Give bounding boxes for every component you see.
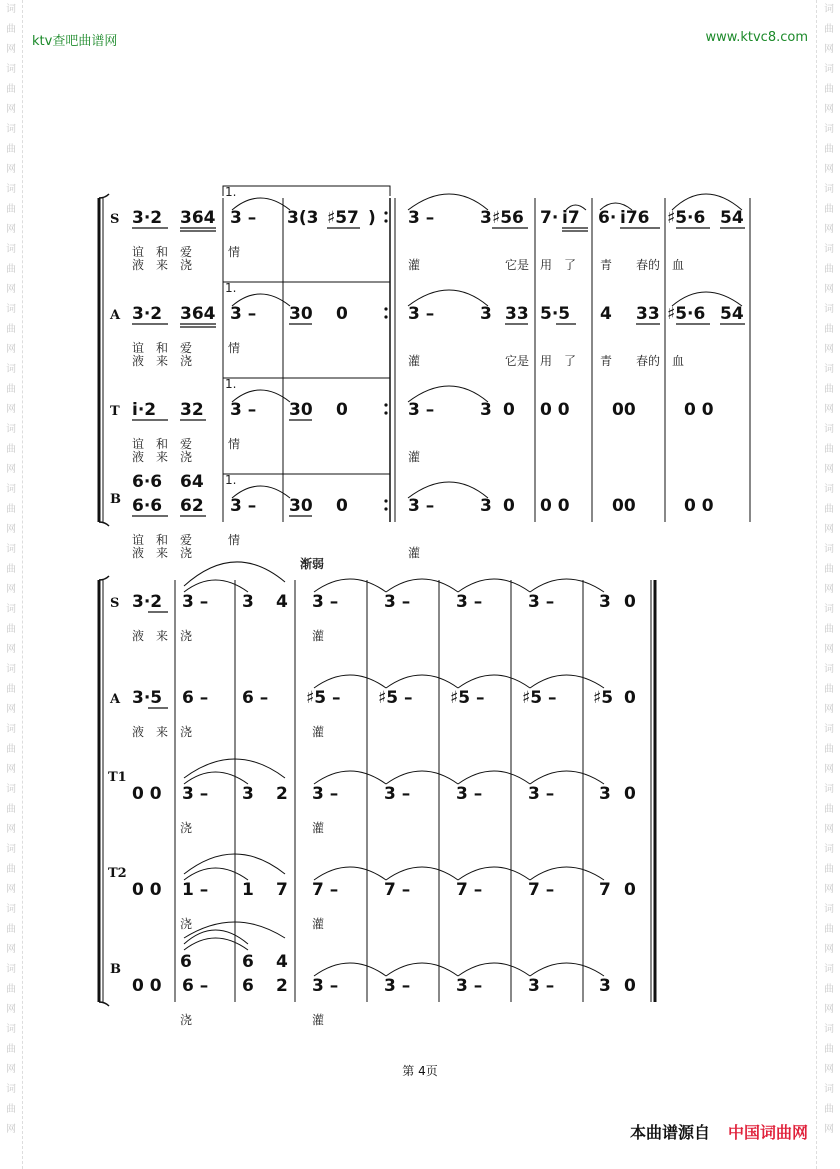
note: 33: [636, 304, 660, 324]
note: 1: [242, 880, 254, 900]
note: 30: [289, 304, 313, 324]
watermark-char: 网: [6, 44, 16, 55]
watermark-char: 网: [6, 944, 16, 955]
watermark-char: 词: [824, 724, 834, 735]
watermark-char: 词: [824, 124, 834, 135]
lyric: 谊: [132, 533, 145, 547]
note: 6: [242, 976, 254, 996]
note: ♯5 –: [450, 688, 485, 708]
note: 3 –: [408, 304, 435, 324]
note: 3: [480, 400, 492, 420]
lyric: 爱: [180, 341, 193, 355]
note: 0: [624, 592, 636, 612]
watermark-char: 曲: [6, 924, 16, 935]
watermark-char: 曲: [824, 1104, 834, 1115]
watermark-char: 曲: [6, 804, 16, 815]
note: 3 –: [456, 784, 483, 804]
lyric: 春的: [636, 354, 661, 368]
watermark-char: 曲: [824, 864, 834, 875]
note: 3: [599, 592, 611, 612]
footer-source: [630, 1120, 808, 1143]
note: 0: [336, 496, 348, 516]
lyric: 灌: [312, 725, 325, 739]
note: 3 –: [384, 592, 411, 612]
lyric: 液: [132, 258, 145, 272]
note: 30: [289, 400, 313, 420]
voice-label-tenor: T: [110, 404, 120, 419]
lyric: 液: [132, 354, 145, 368]
note: 00: [612, 496, 636, 516]
watermark-char: 曲: [824, 264, 834, 275]
watermark-char: 网: [824, 524, 834, 535]
lyric: 用: [540, 354, 553, 368]
note: 30: [289, 496, 313, 516]
lyric: 爱: [180, 533, 193, 547]
lyric: 来: [156, 725, 169, 739]
watermark-char: 网: [6, 704, 16, 715]
watermark-char: 曲: [824, 84, 834, 95]
watermark-char: 词: [6, 664, 16, 675]
watermark-char: 曲: [6, 384, 16, 395]
watermark-char: 网: [824, 764, 834, 775]
note: 64: [180, 472, 204, 492]
lyric: 灌: [312, 629, 325, 643]
note: 7 –: [528, 880, 555, 900]
note: 1 –: [182, 880, 209, 900]
note: 0 0: [540, 400, 570, 420]
watermark-char: 词: [6, 1024, 16, 1035]
watermark-char: 词: [824, 784, 834, 795]
watermark-char: 曲: [6, 84, 16, 95]
lyric: 和: [156, 533, 169, 547]
watermark-char: 曲: [6, 204, 16, 215]
lyric: 来: [156, 546, 169, 560]
watermark-char: 词: [6, 124, 16, 135]
lyric: 情: [228, 341, 241, 355]
lyric: 情: [228, 533, 241, 547]
watermark-char: 词: [6, 184, 16, 195]
lyric: 来: [156, 450, 169, 464]
watermark-char: 曲: [6, 564, 16, 575]
note: 364: [180, 208, 216, 228]
lyric: 谊: [132, 341, 145, 355]
note: 32: [180, 400, 204, 420]
watermark-char: 曲: [6, 324, 16, 335]
watermark-char: 词: [6, 424, 16, 435]
volta-number: 1.: [225, 473, 237, 487]
dynamic-marking: 渐弱: [300, 557, 325, 571]
lyric: 春的: [636, 258, 661, 272]
lyric: 浇: [180, 546, 193, 560]
note: 4: [600, 304, 612, 324]
note: 62: [180, 496, 204, 516]
watermark-char: 曲: [6, 684, 16, 695]
note: ): [368, 208, 376, 228]
note: 0: [624, 688, 636, 708]
voice-label-alto: A: [110, 692, 121, 707]
watermark-char: 词: [824, 844, 834, 855]
lyric: 它是: [505, 354, 530, 368]
header-site-right[interactable]: www.ktvc8.com: [705, 30, 808, 45]
watermark-char: 网: [824, 164, 834, 175]
note: 6·6: [132, 496, 163, 516]
note: 3 –: [528, 976, 555, 996]
watermark-char: 词: [824, 364, 834, 375]
note: 7: [276, 880, 288, 900]
note: ♯5 –: [306, 688, 341, 708]
lyric: 浇: [180, 354, 193, 368]
watermark-char: 网: [824, 404, 834, 415]
watermark-char: 网: [824, 884, 834, 895]
note: i·2: [132, 400, 157, 420]
note: 6: [180, 952, 192, 972]
voice-label-bass: B: [110, 492, 121, 507]
lyric: 和: [156, 341, 169, 355]
watermark-char: 曲: [6, 1104, 16, 1115]
watermark-char: 词: [824, 184, 834, 195]
watermark-char: 曲: [824, 624, 834, 635]
watermark-char: 曲: [824, 24, 834, 35]
note: 3·2: [132, 208, 163, 228]
note: i76: [620, 208, 650, 228]
note: 3 –: [230, 400, 257, 420]
note: 3: [480, 304, 492, 324]
watermark-char: 网: [824, 1124, 834, 1135]
watermark-char: 词: [824, 604, 834, 615]
watermark-char: 词: [6, 964, 16, 975]
lyric: 了: [564, 258, 577, 272]
lyric: 灌: [408, 450, 421, 464]
watermark-char: 网: [824, 1064, 834, 1075]
watermark-char: 词: [824, 244, 834, 255]
watermark-char: 词: [824, 544, 834, 555]
volta-number: 1.: [225, 281, 237, 295]
watermark-char: 网: [824, 1004, 834, 1015]
watermark-char: 词: [6, 64, 16, 75]
watermark-char: 曲: [824, 924, 834, 935]
note: 0 0: [684, 400, 714, 420]
watermark-char: 曲: [6, 1044, 16, 1055]
note: 3 –: [384, 976, 411, 996]
note: 0: [336, 400, 348, 420]
watermark-char: 曲: [6, 744, 16, 755]
watermark-char: 词: [6, 544, 16, 555]
watermark-char: 网: [824, 644, 834, 655]
note: 5·5: [540, 304, 571, 324]
watermark-char: 曲: [824, 744, 834, 755]
note: 3 –: [528, 784, 555, 804]
lyric: 青: [600, 354, 613, 368]
lyric: 液: [132, 629, 145, 643]
lyric: 灌: [312, 1013, 325, 1027]
watermark-char: 词: [6, 244, 16, 255]
watermark-char: 曲: [824, 144, 834, 155]
note: 3 –: [528, 592, 555, 612]
watermark-char: 词: [6, 604, 16, 615]
watermark-char: 网: [824, 944, 834, 955]
note: 33: [505, 304, 529, 324]
lyric: 浇: [180, 725, 193, 739]
lyric: 浇: [180, 917, 193, 931]
watermark-char: 网: [824, 584, 834, 595]
voice-label-tenor2: T2: [108, 866, 127, 881]
note: 3: [599, 784, 611, 804]
note: ♯56: [492, 208, 524, 228]
note: 3: [599, 976, 611, 996]
note: 3 –: [312, 976, 339, 996]
note: 0: [624, 976, 636, 996]
voice-label-soprano: S: [110, 596, 120, 611]
note: 3 –: [456, 592, 483, 612]
page-number: 第 4页: [402, 1064, 438, 1078]
watermark-char: 网: [6, 524, 16, 535]
lyric: 灌: [408, 258, 421, 272]
note: 3·2: [132, 304, 163, 324]
note: 0 0: [132, 784, 162, 804]
note: 0: [624, 784, 636, 804]
lyric: 浇: [180, 821, 193, 835]
note: 3: [242, 784, 254, 804]
watermark-char: 网: [824, 704, 834, 715]
note: 0 0: [684, 496, 714, 516]
watermark-char: 词: [6, 364, 16, 375]
lyric: 灌: [312, 821, 325, 835]
watermark-char: 曲: [824, 1044, 834, 1055]
note: i7: [562, 208, 580, 228]
watermark-char: 网: [6, 1064, 16, 1075]
note: ♯57: [327, 208, 359, 228]
watermark-char: 词: [6, 484, 16, 495]
note: 6 –: [182, 688, 209, 708]
watermark-char: 网: [824, 284, 834, 295]
watermark-char: 网: [6, 764, 16, 775]
note: 3: [480, 208, 492, 228]
note: 00: [612, 400, 636, 420]
watermark-char: 网: [6, 104, 16, 115]
watermark-char: 词: [824, 64, 834, 75]
note: 4: [276, 952, 288, 972]
note: 3 –: [230, 304, 257, 324]
note: ♯5 –: [522, 688, 557, 708]
lyric: 浇: [180, 629, 193, 643]
watermark-char: 词: [6, 904, 16, 915]
note: 3 –: [408, 208, 435, 228]
note: 0 0: [540, 496, 570, 516]
watermark-char: 网: [6, 1124, 16, 1135]
note: 4: [276, 592, 288, 612]
watermark-char: 词: [824, 904, 834, 915]
note: 7 –: [312, 880, 339, 900]
lyric: 来: [156, 629, 169, 643]
note: 7: [599, 880, 611, 900]
watermark-char: 词: [824, 304, 834, 315]
lyric: 它是: [505, 258, 530, 272]
watermark-char: 词: [824, 1024, 834, 1035]
watermark-char: 曲: [824, 564, 834, 575]
watermark-char: 曲: [6, 264, 16, 275]
watermark-char: 词: [6, 304, 16, 315]
note: ♯5 –: [378, 688, 413, 708]
watermark-char: 词: [824, 1084, 834, 1095]
note: ♯5: [593, 688, 614, 708]
lyric: 来: [156, 258, 169, 272]
note: ♯5·6: [667, 304, 706, 324]
note: 3 –: [384, 784, 411, 804]
watermark-char: 曲: [6, 24, 16, 35]
watermark-char: 曲: [6, 624, 16, 635]
watermark-char: 网: [6, 224, 16, 235]
volta-number: 1.: [225, 377, 237, 391]
lyric: 浇: [180, 450, 193, 464]
lyric: 浇: [180, 1013, 193, 1027]
watermark-char: 曲: [6, 444, 16, 455]
watermark-char: 曲: [824, 444, 834, 455]
watermark-char: 网: [6, 1004, 16, 1015]
watermark-char: 曲: [6, 504, 16, 515]
watermark-char: 曲: [824, 204, 834, 215]
watermark-char: 曲: [824, 504, 834, 515]
lyric: 浇: [180, 258, 193, 272]
note: 6 –: [242, 688, 269, 708]
lyric: 了: [564, 354, 577, 368]
note: ♯5·6: [667, 208, 706, 228]
footer-source-site[interactable]: 中国词曲网: [727, 1123, 808, 1142]
watermark-char: 网: [6, 284, 16, 295]
watermark-char: 网: [6, 884, 16, 895]
watermark-char: 词: [824, 964, 834, 975]
lyric: 来: [156, 354, 169, 368]
watermark-char: 词: [824, 4, 834, 15]
watermark-char: 曲: [824, 684, 834, 695]
note: 3·2: [132, 592, 163, 612]
watermark-char: 网: [824, 224, 834, 235]
note: 6·: [598, 208, 617, 228]
voice-label-alto: A: [110, 308, 121, 323]
note: 3 –: [312, 784, 339, 804]
note: 3 –: [182, 592, 209, 612]
watermark-char: 网: [6, 644, 16, 655]
lyric: 谊: [132, 437, 145, 451]
watermark-char: 网: [6, 164, 16, 175]
note: 3: [242, 592, 254, 612]
header-site-left[interactable]: ktv查吧曲谱网: [32, 34, 118, 49]
lyric: 情: [228, 245, 241, 259]
note: 3 –: [230, 496, 257, 516]
watermark-char: 网: [824, 44, 834, 55]
watermark-char: 词: [6, 844, 16, 855]
note: 3: [480, 496, 492, 516]
voice-label-tenor1: T1: [108, 770, 127, 785]
lyric: 用: [540, 258, 553, 272]
lyric: 和: [156, 245, 169, 259]
watermark-char: 网: [824, 104, 834, 115]
watermark-char: 网: [824, 344, 834, 355]
watermark-char: 网: [6, 584, 16, 595]
lyric: 爱: [180, 437, 193, 451]
note: 2: [276, 784, 288, 804]
watermark-char: 曲: [824, 384, 834, 395]
note: 3·5: [132, 688, 163, 708]
watermark-char: 曲: [6, 864, 16, 875]
note: 2: [276, 976, 288, 996]
lyric: 爱: [180, 245, 193, 259]
note: 6·6: [132, 472, 163, 492]
watermark-char: 网: [824, 824, 834, 835]
watermark-char: 曲: [824, 984, 834, 995]
note: 3 –: [182, 784, 209, 804]
note: 7·: [540, 208, 559, 228]
volta-number: 1.: [225, 185, 237, 199]
lyric: 血: [672, 354, 685, 368]
lyric: 液: [132, 546, 145, 560]
lyric: 液: [132, 450, 145, 464]
note: 0 0: [132, 976, 162, 996]
note: 3 –: [408, 400, 435, 420]
voice-label-bass: B: [110, 962, 121, 977]
watermark-char: 词: [6, 724, 16, 735]
watermark-char: 网: [6, 824, 16, 835]
footer-source-label: 本曲谱源自: [629, 1123, 710, 1142]
watermark-char: 网: [6, 344, 16, 355]
note: 3 –: [230, 208, 257, 228]
watermark-char: 词: [824, 484, 834, 495]
watermark-char: 词: [6, 1084, 16, 1095]
note: 0: [624, 880, 636, 900]
lyric: 情: [228, 437, 241, 451]
watermark-char: 词: [824, 664, 834, 675]
watermark-char: 词: [6, 784, 16, 795]
watermark-char: 曲: [6, 984, 16, 995]
note: 0 0: [132, 880, 162, 900]
watermark-char: 曲: [6, 144, 16, 155]
note: 364: [180, 304, 216, 324]
note: 0: [503, 496, 515, 516]
note: 3(3: [287, 208, 319, 228]
watermark-char: 曲: [824, 324, 834, 335]
lyric: 和: [156, 437, 169, 451]
note: 54: [720, 304, 744, 324]
watermark-char: 网: [6, 464, 16, 475]
lyric: 青: [600, 258, 613, 272]
watermark-char: 词: [6, 4, 16, 15]
lyric: 灌: [408, 546, 421, 560]
watermark-char: 网: [824, 464, 834, 475]
note: 0: [503, 400, 515, 420]
lyric: 灌: [312, 917, 325, 931]
note: 7 –: [384, 880, 411, 900]
note: 6: [242, 952, 254, 972]
note: 54: [720, 208, 744, 228]
note: 3 –: [456, 976, 483, 996]
watermark-char: 曲: [824, 804, 834, 815]
note: 3 –: [408, 496, 435, 516]
lyric: 谊: [132, 245, 145, 259]
note: 3 –: [312, 592, 339, 612]
watermark-char: 词: [824, 424, 834, 435]
lyric: 血: [672, 258, 685, 272]
voice-label-soprano: S: [110, 212, 120, 227]
note: 6 –: [182, 976, 209, 996]
lyric: 液: [132, 725, 145, 739]
watermark-char: 网: [6, 404, 16, 415]
note: 0: [336, 304, 348, 324]
lyric: 灌: [408, 354, 421, 368]
note: 7 –: [456, 880, 483, 900]
